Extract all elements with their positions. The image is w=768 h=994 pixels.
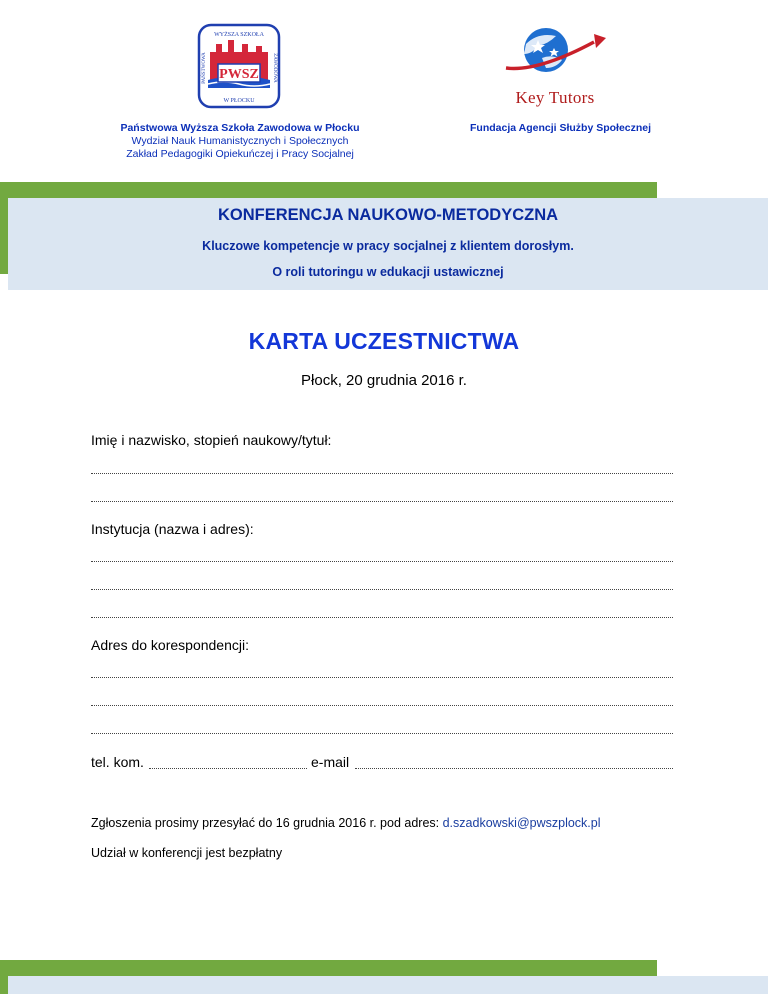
address-field-line-1[interactable]	[91, 677, 673, 678]
address-field-line-2[interactable]	[91, 705, 673, 706]
name-field-line-2[interactable]	[91, 501, 673, 502]
institution-field-line-1[interactable]	[91, 561, 673, 562]
submission-note	[91, 816, 601, 830]
pwsz-logo	[196, 22, 282, 110]
name-label: Imię i nazwisko, stopień naukowy/tytuł:	[91, 432, 332, 448]
submission-email-link[interactable]: d.szadkowski@pwszplock.pl	[442, 816, 601, 830]
foundation-name: Fundacja Agencji Służby Społecznej	[470, 122, 652, 134]
pwsz-name: Państwowa Wyższa Szkoła Zawodowa w Płocku	[120, 122, 360, 134]
faculty-name: Wydział Nauk Humanistycznych i Społecznych	[131, 135, 349, 147]
pwsz-top-arc-text: WYŻSZA SZKOŁA	[214, 32, 264, 38]
conference-subtitle-line2: O roli tutoringu w edukacji ustawicznej	[272, 265, 504, 279]
pwsz-left-arc-text: PAŃSTWOWA	[202, 52, 207, 84]
phone-field[interactable]	[149, 768, 307, 769]
pwsz-right-arc-text: ZAWODOWA	[272, 53, 277, 83]
phone-label: tel. kom.	[91, 754, 144, 770]
place-date: Płock, 20 grudnia 2016 r.	[301, 372, 467, 389]
department-name: Zakład Pedagogiki Opiekuńczej i Pracy Socjalnej	[126, 148, 354, 160]
key-tutors-name: Key Tutors	[515, 88, 595, 107]
name-field-line-1[interactable]	[91, 473, 673, 474]
footer-banner	[8, 976, 768, 994]
conference-subtitle-line1: Kluczowe kompetencje w pracy socjalnej z klientem dorosłym.	[202, 239, 574, 253]
pwsz-bottom-text: W PŁOCKU	[223, 98, 255, 104]
institution-label: Instytucja (nazwa i adres):	[91, 521, 254, 537]
institution-field-line-2[interactable]	[91, 589, 673, 590]
form-title: KARTA UCZESTNICTWA	[248, 328, 520, 354]
email-field[interactable]	[355, 768, 673, 769]
contact-row	[91, 754, 673, 774]
pwsz-badge-text: PWSZ	[219, 67, 259, 82]
institution-field-line-3[interactable]	[91, 617, 673, 618]
pwsz-institution-block	[80, 122, 400, 161]
conference-title: KONFERENCJA NAUKOWO-METODYCZNA	[217, 206, 559, 224]
email-label: e-mail	[311, 754, 350, 770]
address-field-line-3[interactable]	[91, 733, 673, 734]
address-label: Adres do korespondencji:	[91, 637, 249, 653]
submission-text: Zgłoszenia prosimy przesyłać do 16 grudnia 2016 r. pod adres:	[91, 816, 440, 830]
free-participation-note: Udział w konferencji jest bezpłatny	[91, 846, 283, 860]
